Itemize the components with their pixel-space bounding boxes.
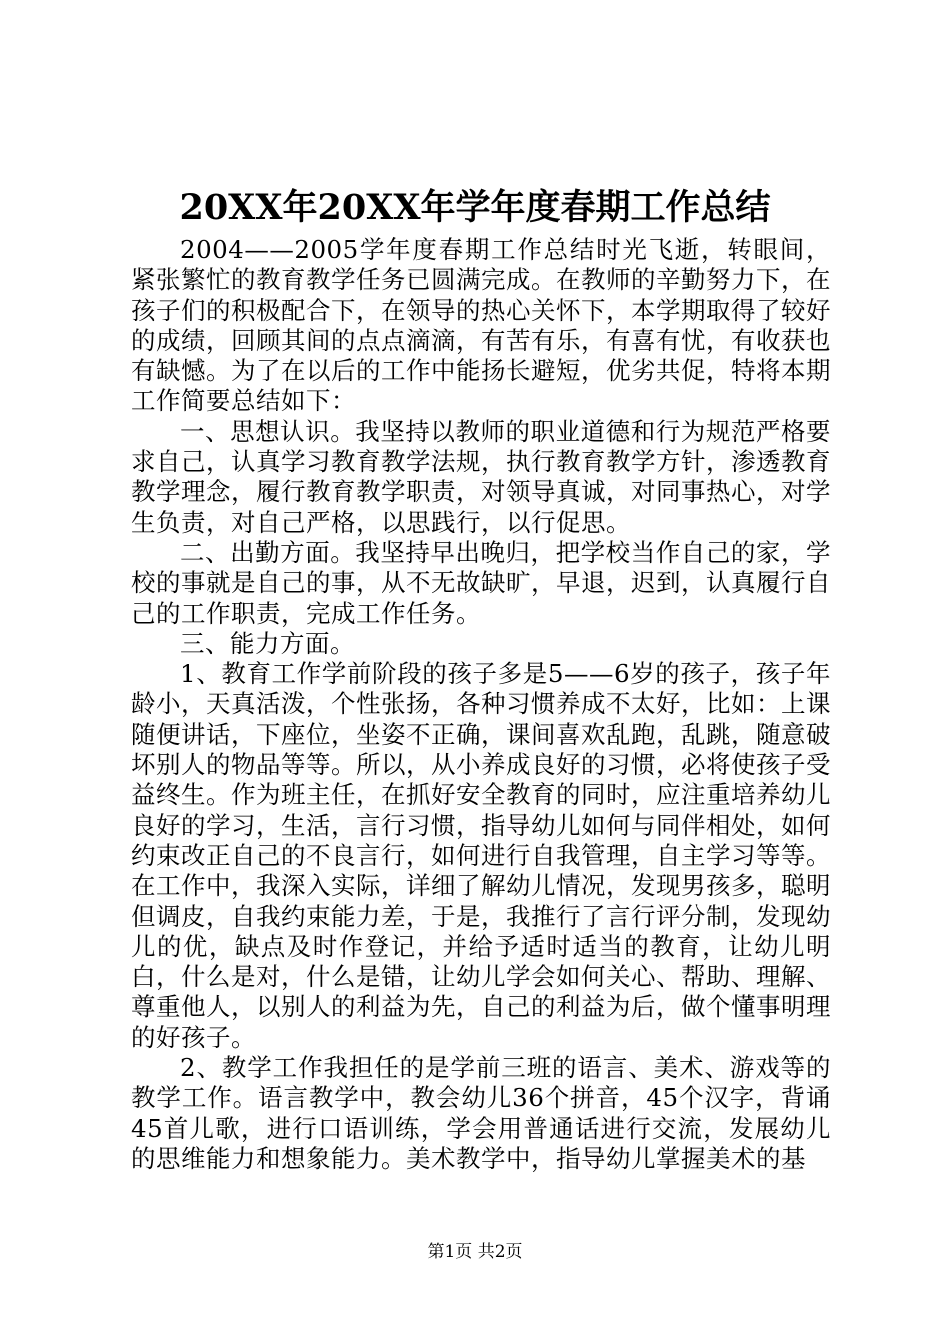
paragraph-thinking: 一、思想认识。我坚持以教师的职业道德和行为规范严格要求自己，认真学习教育教学法规，执行教育教学方针，渗透教育教学理念，履行教育教学职责，对领导真诚，对同事热心，对学生负责，对自己严格，以思践行，以行促思。 [131,416,831,537]
paragraph-attendance: 二、出勤方面。我坚持早出晚归，把学校当作自己的家，学校的事就是自己的事，从不无故缺旷，早退，迟到，认真履行自己的工作职责，完成工作任务。 [131,537,831,628]
document-body [131,235,831,1174]
document-title: 20XX年20XX年学年度春期工作总结 [179,187,771,228]
paragraph-ability-heading: 三、能力方面。 [180,628,355,658]
paragraph-intro: 2004——2005学年度春期工作总结时光飞逝，转眼间，紧张繁忙的教育教学任务已圆满完成。在教师的辛勤努力下，在孩子们的积极配合下，在领导的热心关怀下，本学期取得了较好的成绩，回顾其间的点点滴滴，有苦有乐，有喜有忧，有收获也有缺憾。为了在以后的工作中能扬长避短，优劣共促，特将本期工作简要总结如下： [131,235,831,416]
paragraph-teaching-work: 2、教学工作我担任的是学前三班的语言、美术、游戏等的教学工作。语言教学中，教会幼儿36个拼音，45个汉字，背诵45首儿歌，进行口语训练，学会用普通话进行交流，发展幼儿的思维能力和想象能力。美术教学中，指导幼儿掌握美术的基 [131,1053,831,1173]
page-number-footer: 第1页 共2页 [427,1242,523,1262]
paragraph-education-work: 1、教育工作学前阶段的孩子多是5——6岁的孩子，孩子年龄小，天真活泼，个性张扬，各种习惯养成不太好，比如：上课随便讲话，下座位，坐姿不正确，课间喜欢乱跑，乱跳，随意破坏别人的物品等等。所以，从小养成良好的习惯，必将使孩子受益终生。作为班主任，在抓好安全教育的同时，应注重培养幼儿良好的学习，生活，言行习惯，指导幼儿如何与同伴相处，如何约束改正自己的不良言行，如何进行自我管理，自主学习等等。在工作中，我深入实际，详细了解幼儿情况，发现男孩多，聪明但调皮，自我约束能力差，于是，我推行了言行评分制，发现幼儿的优，缺点及时作登记，并给予适时适当的教育，让幼儿明白，什么是对，什么是错，让幼儿学会如何关心、帮助、理解、尊重他人，以别人的利益为先，自己的利益为后，做个懂事明理的好孩子。 [131,659,831,1052]
